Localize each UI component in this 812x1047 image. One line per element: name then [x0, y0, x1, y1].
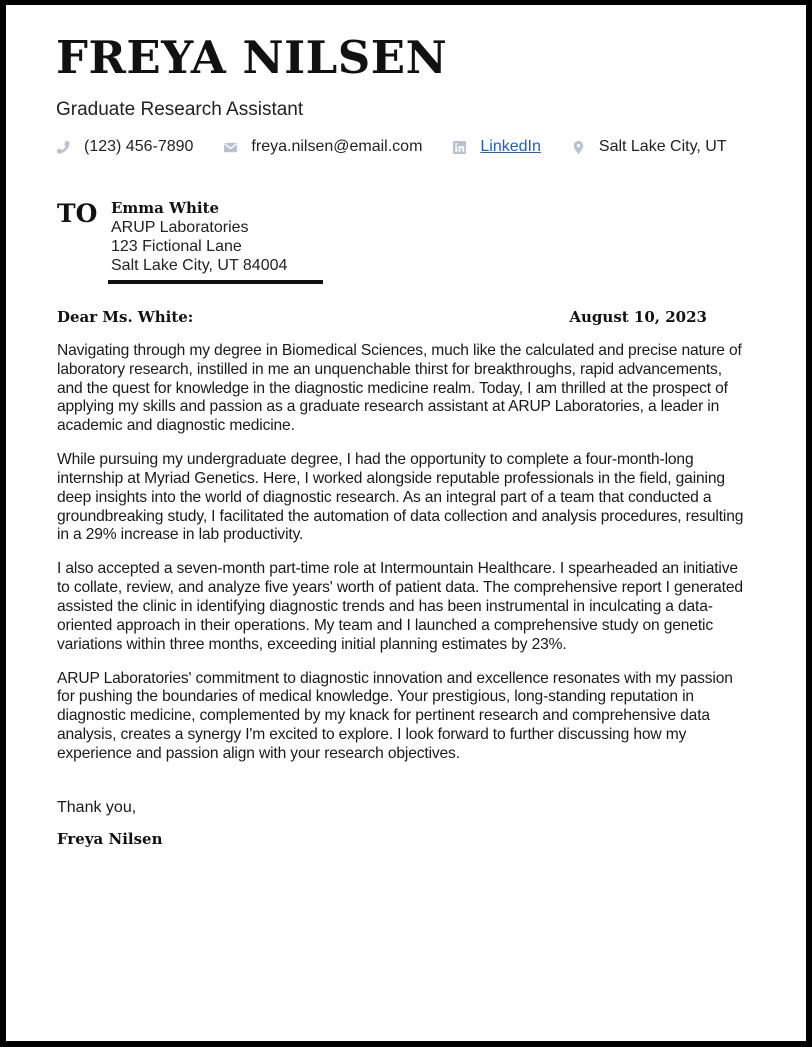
body-paragraph: Navigating through my degree in Biomedical Sciences, much like the calculated and precise nature of laboratory research, instilled in me an unquenchable thirst for breakthroughs, rapid advancements, and the quest for knowledge in the diagnostic medicine realm. Today, I am thrilled at the prospect of applying my skills and passion as a graduate research assistant at ARUP Laboratories, a leader in academic and diagnostic medicine. [57, 342, 742, 435]
recipient-name: Emma White [111, 199, 220, 217]
recipient-city: Salt Lake City, UT 84004 [111, 257, 288, 274]
recipient-street: 123 Fictional Lane [111, 238, 242, 255]
closing: Thank you, [57, 799, 137, 816]
phone-icon [56, 140, 71, 155]
job-title: Graduate Research Assistant [56, 99, 304, 120]
contact-location [571, 138, 727, 156]
letter-date: August 10, 2023 [569, 308, 707, 326]
phone-number: (123) 456-7890 [84, 138, 194, 155]
signature: Freya Nilsen [57, 830, 163, 848]
salutation: Dear Ms. White: [57, 308, 194, 326]
body-paragraph: ARUP Laboratories' commitment to diagnostic innovation and excellence resonates with my passion for pushing the boundaries of medical knowledge. Your prestigious, long-standing reputation in diagnostic medicine, complemented by my knack for pertinent research and comprehensive data analysis, creates a synergy I'm excited to explore. I look forward to further discussing how my experience and passion align with your research objectives. [57, 669, 733, 762]
contact-linkedin[interactable] [452, 138, 541, 156]
map-pin-icon [571, 140, 586, 155]
contact-email [223, 138, 422, 156]
linkedin-icon [452, 140, 467, 155]
recipient-address [111, 199, 287, 275]
applicant-name: FREYA NILSEN [56, 31, 448, 84]
linkedin-link[interactable]: LinkedIn [480, 138, 541, 155]
location: Salt Lake City, UT [598, 138, 727, 155]
envelope-icon [223, 140, 238, 155]
email-address: freya.nilsen@email.com [251, 138, 423, 155]
to-label: TO [57, 199, 98, 228]
salutation-row [57, 308, 707, 326]
body-paragraph: While pursuing my undergraduate degree, I had the opportunity to complete a four-month-long internship at Myriad Genetics. Here, I worked alongside reputable professionals in the field, gaining deep insights into the world of diagnostic research. As an integral part of a team that conducted a groundbreaking study, I facilitated the automation of data collection and analysis procedures, resulting in a 29% increase in lab productivity. [57, 451, 744, 544]
letter-body [57, 342, 747, 779]
recipient-company: ARUP Laboratories [111, 219, 249, 236]
cover-letter-page [6, 5, 806, 1041]
contact-phone [56, 138, 193, 156]
body-paragraph: I also accepted a seven-month part-time role at Intermountain Healthcare. I spearheaded an initiative to collate, review, and analyze five years' worth of patient data. The comprehensive report I generated assisted the clinic in identifying diagnostic trends and has been instrumental in inculcating a data-oriented approach in their operations. My team and I launched a comprehensive study on genetic variations within three months, exceeding initial planning estimates by 23%. [57, 560, 743, 653]
contact-row [56, 136, 757, 158]
recipient-divider [108, 280, 323, 284]
